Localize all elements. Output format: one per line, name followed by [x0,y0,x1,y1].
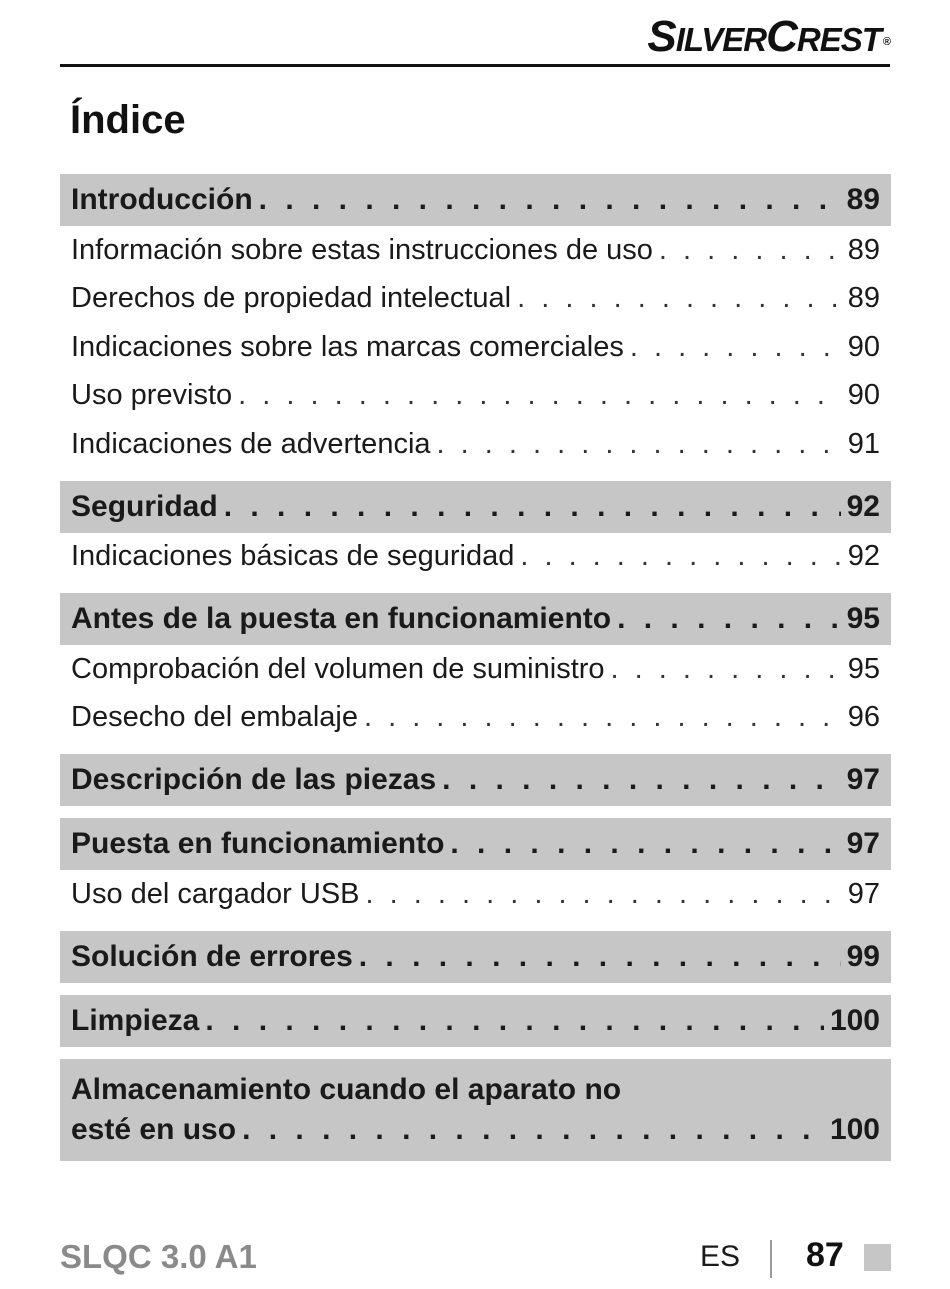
dot-leader [450,827,840,861]
dot-leader [442,763,840,797]
section-title: Puesta en funcionamiento [71,827,445,860]
section-page: 89 [846,183,880,216]
toc-section-heading[interactable] [60,174,891,226]
dot-leader [617,602,841,636]
footer-page-number: 87 [806,1236,844,1274]
footer-model: SLQC 3.0 A1 [60,1238,257,1275]
toc-section-introduccion [60,174,891,469]
entry-title: Indicaciones sobre las marcas comerciales [71,330,624,363]
toc-entry[interactable] [60,226,891,275]
section-title-line2: esté en uso [71,1112,237,1146]
entry-title: Indicaciones básicas de seguridad [71,540,515,573]
entry-title: Información sobre estas instrucciones de uso [71,233,653,266]
section-page: 99 [846,939,880,973]
footer-square-marker [864,1244,891,1271]
section-page: 100 [829,1003,880,1037]
toc-section-seguridad [60,481,891,582]
section-page: 92 [846,489,880,523]
toc-section-almacenamiento [60,1059,891,1161]
dot-leader [205,1004,824,1038]
section-page: 100 [829,1112,880,1146]
entry-title: Comprobación del volumen de suministro [71,652,605,685]
toc-entry[interactable] [60,645,891,694]
entry-page: 90 [847,379,880,412]
entry-page: 96 [847,701,880,734]
footer-language: ES [700,1240,741,1273]
toc-section-heading[interactable] [60,593,891,645]
section-title: Descripción de las piezas [71,763,437,796]
entry-page: 97 [847,877,880,910]
toc-section-solucion-de-errores [60,931,891,983]
dot-leader [259,183,841,217]
entry-title: Uso previsto [71,379,233,412]
dot-leader [520,540,841,573]
section-title-line2-row [71,1110,880,1150]
section-page: 97 [846,763,880,796]
toc-entry[interactable] [60,275,891,324]
toc-entry[interactable] [60,870,891,919]
toc-section-heading[interactable] [60,754,891,806]
toc-entry[interactable] [60,420,891,469]
dot-leader [517,282,842,315]
toc-section-heading[interactable] [60,818,891,870]
entry-page: 95 [847,652,880,685]
section-page: 97 [846,827,880,860]
section-title: Antes de la puesta en funcionamiento [71,602,612,635]
section-page: 95 [846,602,880,635]
toc-entry[interactable] [60,533,891,582]
entry-page: 91 [847,427,880,460]
dot-leader [659,234,842,267]
toc-section-heading[interactable] [60,995,891,1047]
dot-leader [364,701,842,734]
toc-section-heading[interactable] [60,481,891,533]
dot-leader [242,1110,824,1150]
entry-page: 92 [847,540,880,573]
entry-title: Uso del cargador USB [71,877,360,910]
section-title: Solución de errores [71,939,353,973]
table-of-contents [60,174,891,1173]
entry-title: Indicaciones de advertencia [71,427,431,460]
toc-section-heading[interactable] [60,931,891,983]
entry-title: Derechos de propiedad intelectual [71,282,512,315]
entry-page: 89 [847,282,880,315]
toc-section-puesta-en-funcionamiento [60,818,891,919]
toc-section-descripcion [60,754,891,806]
toc-section-antes-de-la-puesta [60,593,891,742]
dot-leader [366,878,842,911]
toc-entry[interactable] [60,694,891,743]
header-rule [60,64,890,67]
toc-entry[interactable] [60,323,891,372]
entry-page: 90 [847,330,880,363]
dot-leader [359,940,841,974]
dot-leader [630,331,842,364]
toc-section-limpieza [60,995,891,1047]
section-title-line1: Almacenamiento cuando el aparato no [71,1072,622,1106]
dot-leader [611,653,842,686]
toc-entry[interactable] [60,372,891,421]
dot-leader [437,428,842,461]
brand-logo: SILVERCREST ® [647,12,890,61]
dot-leader [238,379,842,412]
section-title: Seguridad [71,489,218,523]
dot-leader [224,490,841,524]
section-title: Introducción [71,183,253,216]
footer-separator [770,1240,772,1278]
section-title: Limpieza [71,1003,200,1037]
toc-section-heading[interactable] [60,1059,891,1161]
entry-page: 89 [847,233,880,266]
entry-title: Desecho del embalaje [71,701,358,734]
page-title: Índice [70,98,186,142]
